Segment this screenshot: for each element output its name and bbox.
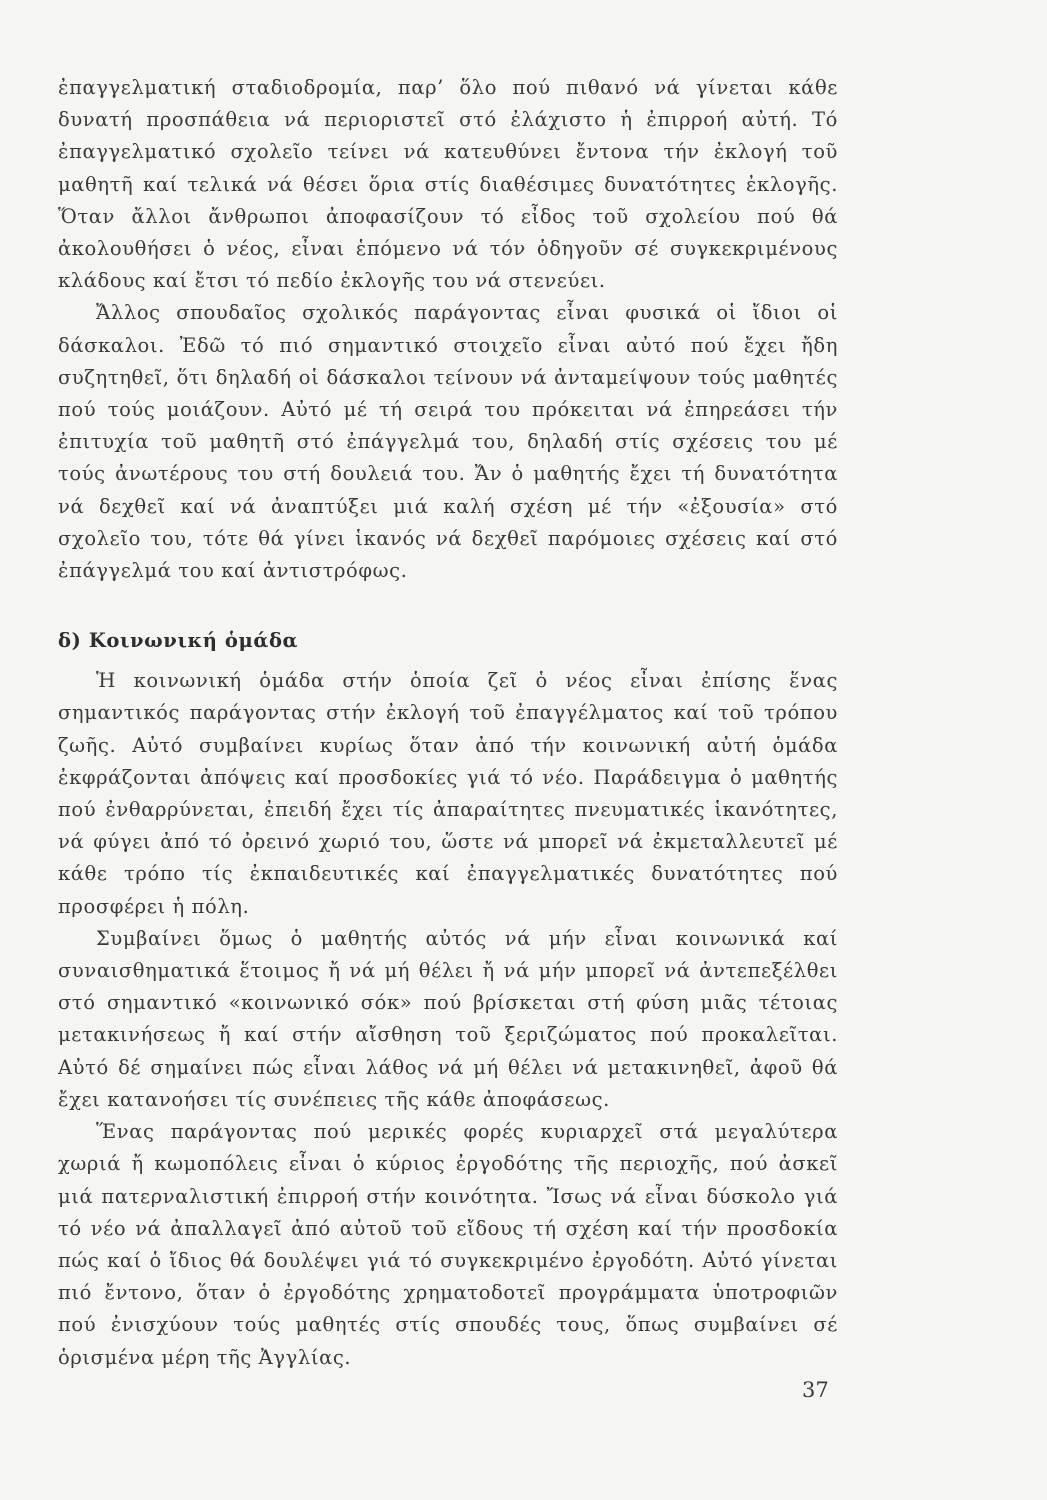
page-number: 37 <box>802 1378 829 1402</box>
paragraph-employer: Ἕνας παράγοντας πού μερικές φορές κυριαρχεῖ στά μεγαλύτερα χωριά ἤ κωμοπόλεις εἶναι ὁ κύριος ἐργοδότης τῆς περιοχῆς, πού ἀσκεῖ μιά πατερναλιστική ἐπιρροή στήν κοινότητα. Ἴσως νά εἶναι δύσκολο γιά τό νέο νά ἀπαλλαγεῖ ἀπό αὐτοῦ τοῦ εἴδους τή σχέση καί τήν προσδοκία πώς καί ὁ ἴδιος θά δουλέψει γιά τό συγκεκριμένο ἐργοδότη. Αὐτό γίνεται πιό ἔντονο, ὅταν ὁ ἐργοδότης χρηματοδοτεῖ προγράμματα ὑποτροφιῶν πού ἐνισχύουν τούς μαθητές στίς σπουδές τους, ὅπως συμβαίνει σέ ὁρισμένα μέρη τῆς Ἀγγλίας. <box>58 1120 838 1369</box>
paragraph-continuation: ἐπαγγελματική σταδιοδρομία, παρ’ ὅλο πού πιθανό νά γίνεται κάθε δυνατή προσπάθεια νά περιοριστεῖ στό ἐλάχιστο ἡ ἐπιρροή αὐτή. Τό ἐπαγγελματικό σχολεῖο τείνει νά κατευθύνει ἔντονα τήν ἐκλογή τοῦ μαθητῆ καί τελικά νά θέσει ὅρια στίς διαθέσιμες δυνατότητες ἐκλογῆς. Ὅταν ἄλλοι ἄνθρωποι ἀποφασίζουν τό εἶδος τοῦ σχολείου πού θά ἀκολουθήσει ὁ νέος, εἶναι ἑπόμενο νά τόν ὁδηγοῦν σέ συγκεκριμένους κλάδους καί ἔτσι τό πεδίο ἐκλογῆς του νά στενεύει. <box>58 76 838 293</box>
page-body <box>58 72 838 1374</box>
paragraph-teachers: Ἄλλος σπουδαῖος σχολικός παράγοντας εἶναι φυσικά οἱ ἴδιοι οἱ δάσκαλοι. Ἐδῶ τό πιό σημαντικό στοιχεῖο εἶναι αὐτό πού ἔχει ἤδη συζητηθεῖ, ὅτι δηλαδή οἱ δάσκαλοι τείνουν νά ἀνταμείψουν τούς μαθητές πού τούς μοιάζουν. Αὐτό μέ τή σειρά του πρόκειται νά ἐπηρεάσει τήν ἐπιτυχία τοῦ μαθητῆ στό ἐπάγγελμά του, δηλαδή στίς σχέσεις του μέ τούς ἀνωτέρους του στή δουλειά του. Ἄν ὁ μαθητής ἔχει τή δυνατότητα νά δεχθεῖ καί νά ἀναπτύξει μιά καλή σχέση μέ τήν «ἐξουσία» στό σχολεῖο του, τότε θά γίνει ἱκανός νά δεχθεῖ παρόμοιες σχέσεις καί στό ἐπάγγελμά του καί ἀντιστρόφως. <box>58 301 838 583</box>
paragraph-social-group: Ἡ κοινωνική ὁμάδα στήν ὁποία ζεῖ ὁ νέος εἶναι ἐπίσης ἕνας σημαντικός παράγοντας στήν ἐκλογή τοῦ ἐπαγγέλματος καί τοῦ τρόπου ζωῆς. Αὐτό συμβαίνει κυρίως ὅταν ἀπό τήν κοινωνική αὐτή ὁμάδα ἐκφράζονται ἀπόψεις καί προσδοκίες γιά τό νέο. Παράδειγμα ὁ μαθητής πού ἐνθαρρύνεται, ἐπειδή ἔχει τίς ἀπαραίτητες πνευματικές ἱκανότητες, νά φύγει ἀπό τό ὀρεινό χωριό του, ὥστε νά μπορεῖ νά ἐκμεταλλευτεῖ μέ κάθε τρόπο τίς ἐκπαιδευτικές καί ἐπαγγελματικές δυνατότητες πού προσφέρει ἡ πόλη. <box>58 669 838 918</box>
section-heading: δ) Κοινωνική ὁμάδα <box>58 629 299 653</box>
paragraph-social-shock: Συμβαίνει ὅμως ὁ μαθητής αὐτός νά μήν εἶναι κοινωνικά καί συναισθηματικά ἕτοιμος ἤ νά μή θέλει ἤ νά μήν μπορεῖ νά ἀντεπεξέλθει στό σημαντικό «κοινωνικό σόκ» πού βρίσκεται στή φύση μιᾶς τέτοιας μετακινήσεως ἤ καί στήν αἴσθηση τοῦ ξεριζώματος πού προκαλεῖται. Αὐτό δέ σημαίνει πώς εἶναι λάθος νά μή θέλει νά μετακινηθεῖ, ἀφοῦ θά ἔχει κατανοήσει τίς συνέπειες τῆς κάθε ἀποφάσεως. <box>58 926 838 1111</box>
